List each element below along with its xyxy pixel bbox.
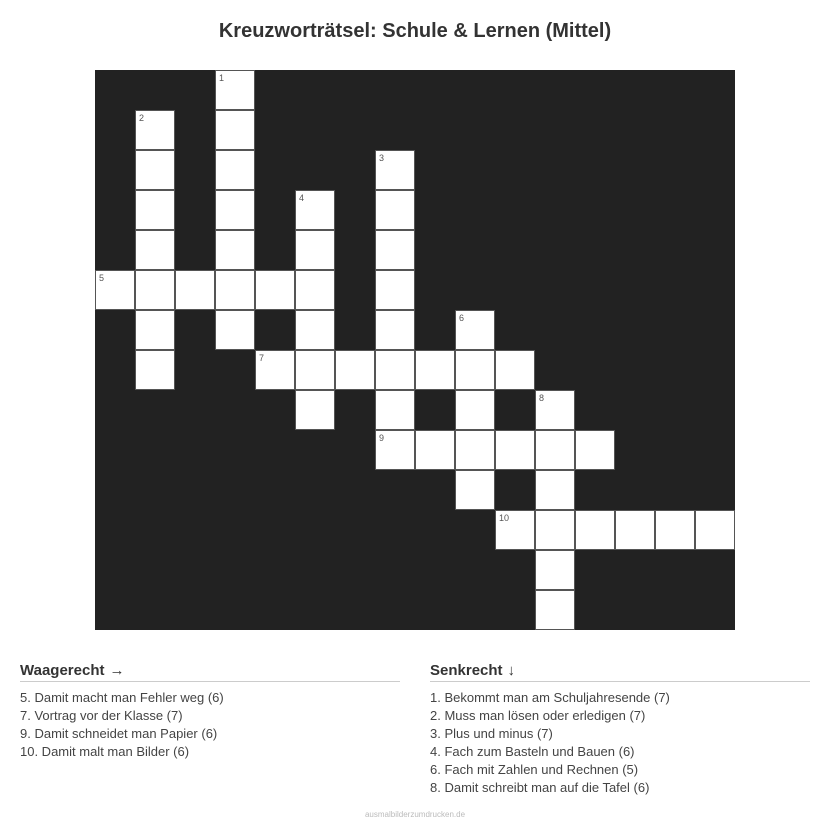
clue-number: 4	[299, 193, 305, 203]
clue-number: 3	[379, 153, 385, 163]
clue-item: 9. Damit schneidet man Papier (6)	[20, 726, 218, 741]
grid-cell[interactable]	[455, 470, 495, 510]
grid-cell[interactable]	[215, 190, 255, 230]
grid-cell[interactable]	[495, 510, 535, 550]
grid-cell[interactable]	[455, 430, 495, 470]
grid-cell[interactable]	[495, 350, 535, 390]
down-clue-list	[430, 689, 810, 797]
grid-cell[interactable]	[415, 350, 455, 390]
clue-item: 7. Vortrag vor der Klasse (7)	[20, 708, 183, 723]
down-clues	[430, 662, 810, 797]
grid-cell[interactable]	[255, 350, 295, 390]
grid-cell[interactable]	[295, 350, 335, 390]
clue-item: 8. Damit schreibt man auf die Tafel (6)	[430, 780, 650, 795]
clue-number: 8	[539, 393, 545, 403]
grid-cell[interactable]	[135, 190, 175, 230]
grid-cell[interactable]	[215, 310, 255, 350]
across-clue-list	[20, 689, 400, 761]
grid-cell[interactable]	[575, 430, 615, 470]
grid-cell[interactable]	[495, 430, 535, 470]
clue-number: 10	[499, 513, 510, 523]
clue-item: 6. Fach mit Zahlen und Rechnen (5)	[430, 762, 639, 777]
grid-cell[interactable]	[455, 350, 495, 390]
right-arrow-icon: →	[109, 662, 125, 679]
clue-item: 5. Damit macht man Fehler weg (6)	[20, 690, 224, 705]
grid-cell[interactable]	[535, 550, 575, 590]
grid-cell[interactable]	[215, 230, 255, 270]
grid-cell[interactable]	[215, 70, 255, 110]
grid-cell[interactable]	[135, 310, 175, 350]
grid-cell[interactable]	[375, 190, 415, 230]
grid-cell[interactable]	[375, 310, 415, 350]
clue-number: 9	[379, 433, 385, 443]
grid-cell[interactable]	[375, 350, 415, 390]
grid-cell[interactable]	[695, 510, 735, 550]
grid-cell[interactable]	[215, 270, 255, 310]
grid-cell[interactable]	[375, 150, 415, 190]
grid-cell[interactable]	[295, 270, 335, 310]
grid-cell[interactable]	[215, 150, 255, 190]
grid-cell[interactable]	[375, 270, 415, 310]
grid-cell[interactable]	[295, 230, 335, 270]
across-clues	[20, 662, 400, 761]
footer-credit: ausmalbilderzumdrucken.de	[364, 810, 466, 819]
grid-cell[interactable]	[535, 470, 575, 510]
down-arrow-icon: ↓	[507, 662, 516, 679]
clue-number: 7	[259, 353, 265, 363]
grid-cell[interactable]	[535, 510, 575, 550]
across-heading-label: Waagerecht	[20, 662, 105, 679]
grid-cell[interactable]	[535, 390, 575, 430]
grid-cell[interactable]	[135, 230, 175, 270]
grid-cell[interactable]	[455, 310, 495, 350]
grid-cell[interactable]	[535, 430, 575, 470]
grid-cell[interactable]	[135, 350, 175, 390]
clue-number: 2	[139, 113, 145, 123]
grid-cell[interactable]	[335, 350, 375, 390]
clue-item: 1. Bekommt man am Schuljahresende (7)	[430, 690, 670, 705]
grid-cell[interactable]	[375, 390, 415, 430]
grid-cell[interactable]	[215, 110, 255, 150]
grid-cell[interactable]	[375, 430, 415, 470]
clue-item: 10. Damit malt man Bilder (6)	[20, 744, 190, 759]
down-heading-label: Senkrecht	[430, 662, 503, 679]
grid-cell[interactable]	[95, 270, 135, 310]
grid-cell[interactable]	[295, 310, 335, 350]
grid-cell[interactable]	[615, 510, 655, 550]
clue-number: 6	[459, 313, 465, 323]
grid-cell[interactable]	[295, 390, 335, 430]
grid-cell[interactable]	[575, 510, 615, 550]
clue-item: 3. Plus und minus (7)	[430, 726, 553, 741]
grid-cell[interactable]	[175, 270, 215, 310]
grid-cell[interactable]	[415, 430, 455, 470]
grid-cell[interactable]	[295, 190, 335, 230]
clue-item: 2. Muss man lösen oder erledigen (7)	[430, 708, 646, 723]
grid-cell[interactable]	[535, 590, 575, 630]
grid-cell[interactable]	[135, 110, 175, 150]
grid-cell[interactable]	[135, 270, 175, 310]
page-title: Kreuzworträtsel: Schule & Lernen (Mittel)	[218, 20, 612, 42]
grid-cell[interactable]	[255, 270, 295, 310]
clue-number: 1	[219, 73, 225, 83]
crossword-grid	[95, 70, 735, 630]
across-heading	[20, 662, 400, 682]
grid-cell[interactable]	[655, 510, 695, 550]
grid-cell[interactable]	[455, 390, 495, 430]
grid-cell[interactable]	[135, 150, 175, 190]
clue-number: 5	[99, 273, 105, 283]
down-heading	[430, 662, 810, 682]
clue-item: 4. Fach zum Basteln und Bauen (6)	[430, 744, 635, 759]
grid-cell[interactable]	[375, 230, 415, 270]
